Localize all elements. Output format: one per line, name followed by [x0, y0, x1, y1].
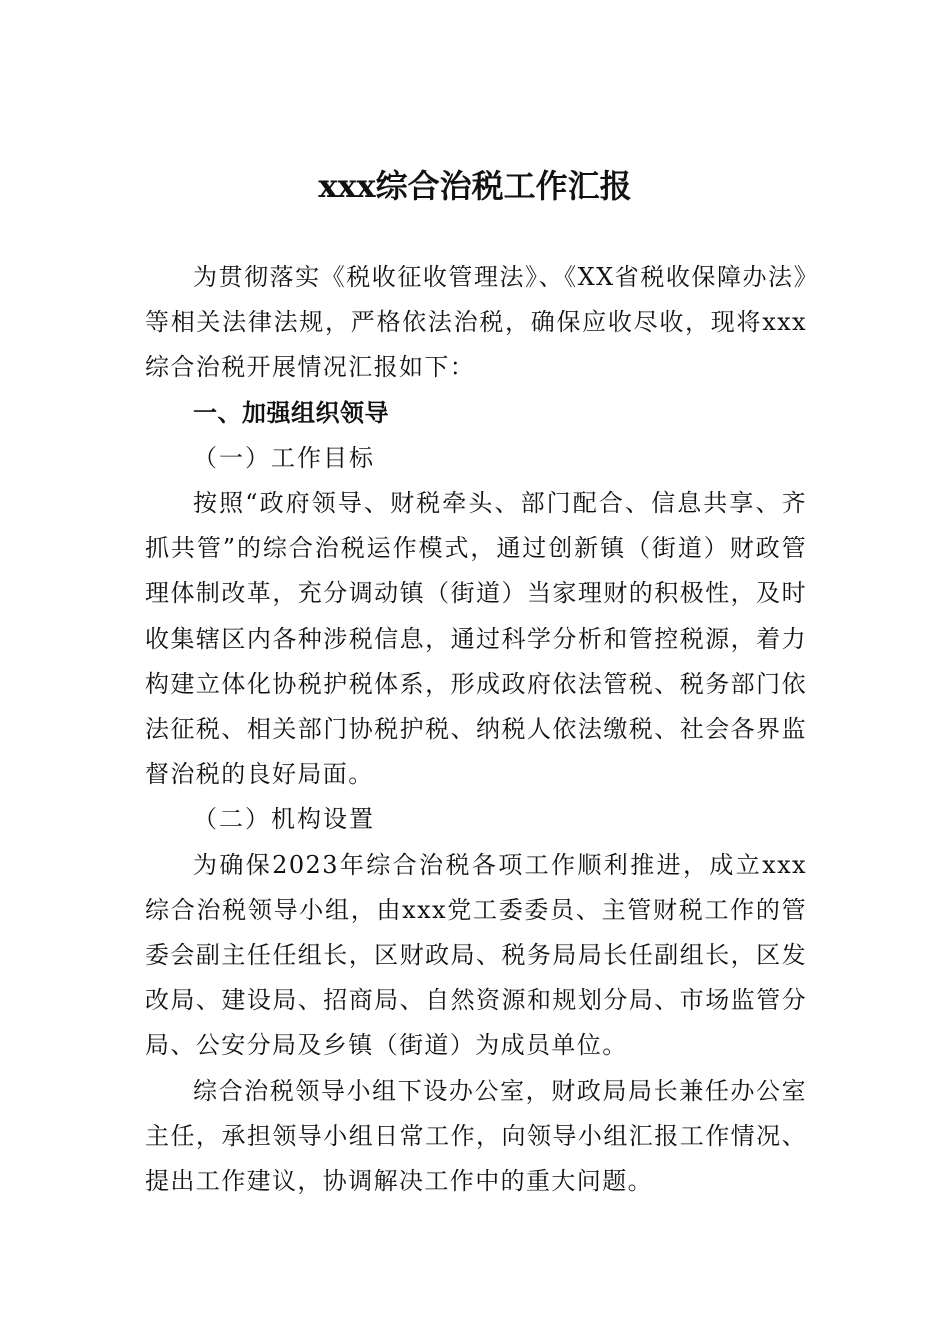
organization-paragraph-2: 综合治税领导小组下设办公室，财政局局长兼任办公室主任，承担领导小组日常工作，向领导小组汇报工作情况、提出工作建议，协调解决工作中的重大问题。 [145, 1076, 807, 1196]
document-body [145, 255, 807, 1204]
work-goals-paragraph: 按照“政府领导、财税牵头、部门配合、信息共享、齐抓共管”的综合治税运作模式，通过创新镇（街道）财政管理体制改革，充分调动镇（街道）当家理财的积极性，及时收集辖区内各种涉税信息，通过科学分析和管控税源，着力构建立体化协税护税体系，形成政府依法管税、税务部门依法征税、相关部门协税护税、纳税人依法缴税、社会各界监督治税的良好局面。 [145, 489, 807, 789]
intro-paragraph: 为贯彻落实《税收征收管理法》、《XX省税收保障办法》等相关法律法规，严格依法治税，确保应收尽收，现将xxx综合治税开展情况汇报如下： [145, 263, 807, 382]
subsection-heading-work-goals: （一）工作目标 [193, 443, 375, 472]
organization-paragraph-1: 为确保2023年综合治税各项工作顺利推进，成立xxx综合治税领导小组，由xxx党工委委员、主管财税工作的管委会副主任任组长，区财政局、税务局局长任副组长，区发改局、建设局、招商局、自然资源和规划分局、市场监管分局、公安分局及乡镇（街道）为成员单位。 [145, 850, 807, 1060]
subsection-heading-organization: （二）机构设置 [193, 805, 375, 834]
section-heading-1: 一、加强组织领导 [193, 398, 389, 427]
document-title: xxx综合治税工作汇报 [318, 167, 632, 205]
